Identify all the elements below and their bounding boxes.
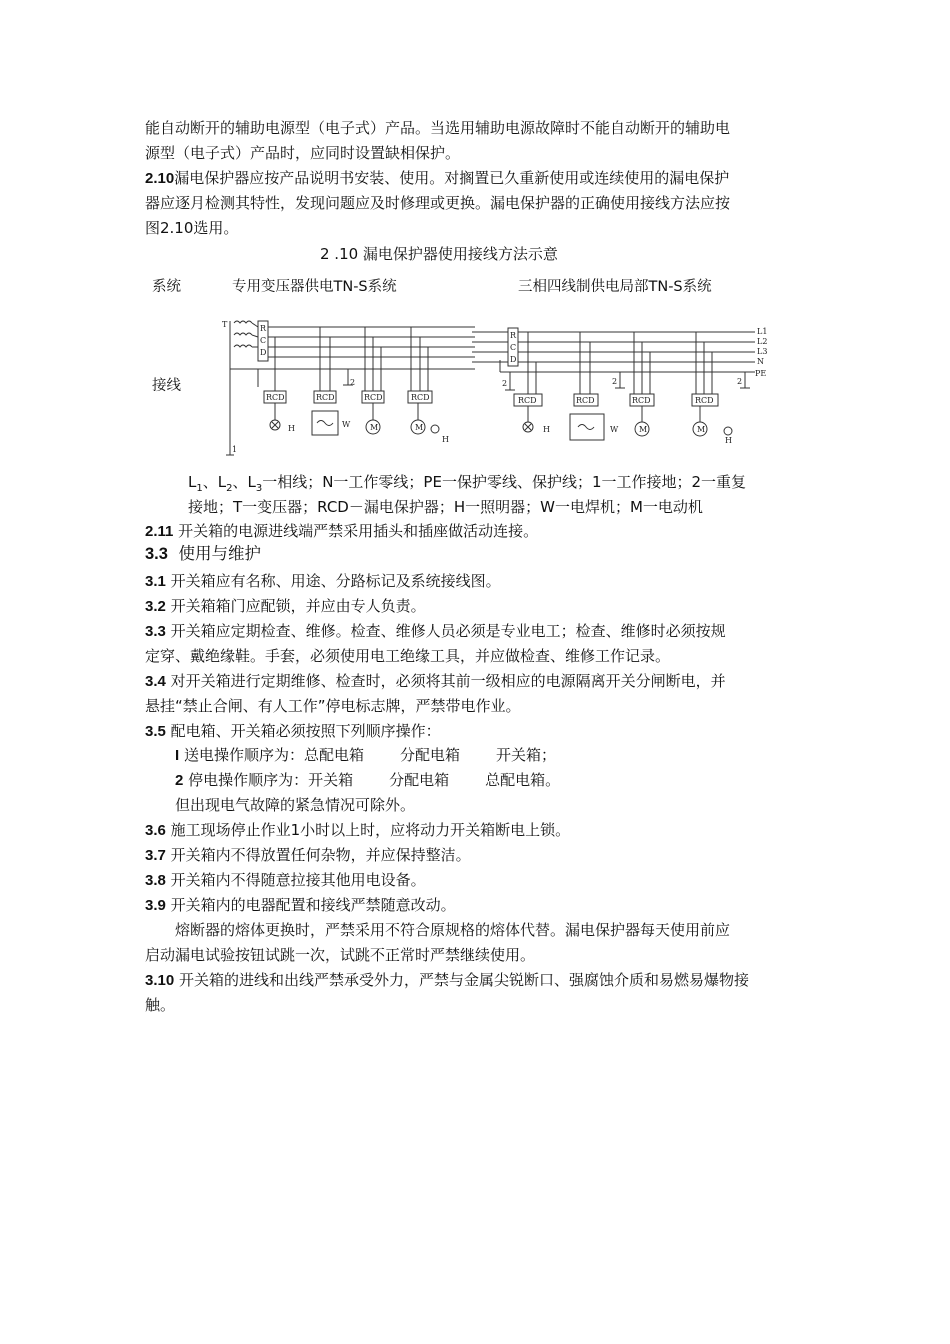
item-3-8: 3.8 开关箱内不得随意拉接其他用电设备。 — [145, 871, 426, 889]
item-2-10-line3: 图2.10选用。 — [145, 219, 239, 237]
phase-label: L2 — [757, 337, 768, 346]
section-heading: 3.3 使用与维护 — [145, 544, 261, 563]
figure-legend-line2: 接地；T一变压器；RCD－漏电保护器；H一照明器；W一电焊机；M一电动机 — [188, 498, 703, 516]
phase-label: L1 — [757, 327, 768, 336]
rcd-box-label: RCD — [518, 396, 537, 405]
motor-label: M — [370, 423, 379, 432]
rcd-box-label: RCD — [364, 393, 383, 402]
column-label-three-phase: 三相四线制供电局部TN-S系统 — [518, 279, 712, 295]
item-3-3-cont: 定穿、戴绝缘鞋。手套，必须使用电工绝缘工具，并应做检查、维修工作记录。 — [145, 647, 671, 665]
item-2-10-line1 — [145, 168, 729, 189]
wiring-diagram-right — [470, 320, 775, 460]
item-2-11: 2.11 开关箱的电源进线端严禁采用插头和插座做活动连接。 — [145, 522, 539, 540]
neutral-label: N — [757, 357, 764, 366]
item-3-1: 3.1 开关箱应有名称、用途、分路标记及系统接线图。 — [145, 572, 501, 590]
ground-label: 2 — [737, 377, 743, 386]
rcd-box-label: RCD — [576, 396, 595, 405]
welder-label: W — [610, 425, 619, 434]
rcd-letter: D — [260, 348, 267, 357]
lamp-label: H — [288, 424, 295, 433]
item-3-5-step2: 2 停电操作顺序为：开关箱 分配电箱 总配电箱。 — [175, 771, 561, 789]
ground-label: 2 — [502, 379, 508, 388]
rcd-letter: C — [510, 343, 517, 352]
rcd-letter: C — [260, 336, 267, 345]
rcd-box-label: RCD — [316, 393, 335, 402]
pe-label: PE — [755, 369, 767, 378]
phase-label: L3 — [757, 347, 768, 356]
item-text: 漏电保护器应按产品说明书安装、使用。对搁置已久重新使用或连续使用的漏电保护 — [174, 169, 730, 187]
row-label-system: 系统 — [152, 279, 181, 295]
item-3-2: 3.2 开关箱箱门应配锁，并应由专人负责。 — [145, 597, 426, 615]
item-3-5-step1: I 送电操作顺序为：总配电箱 分配电箱 开关箱； — [175, 746, 556, 764]
rcd-box-label: RCD — [411, 393, 430, 402]
lamp-label: H — [725, 436, 732, 445]
item-3-10: 3.10 开关箱的进线和出线严禁承受外力，严禁与金属尖锐断口、强腐蚀介质和易燃易爆物接 — [145, 971, 749, 989]
motor-label: M — [415, 423, 424, 432]
item-3-9: 3.9 开关箱内的电器配置和接线严禁随意改动。 — [145, 896, 456, 914]
item-2-10-line2: 器应逐月检测其特性，发现问题应及时修理或更换。漏电保护器的正确使用接线方法应按 — [145, 194, 731, 212]
transformer-label: T — [222, 320, 228, 329]
ground-label: 2 — [350, 378, 356, 387]
item-3-5: 3.5 配电箱、开关箱必须按照下列顺序操作： — [145, 722, 441, 740]
column-label-tns: 专用变压器供电TN-S系统 — [232, 279, 397, 295]
motor-label: M — [639, 425, 648, 434]
item-3-6: 3.6 施工现场停止作业1小时以上时，应将动力开关箱断电上锁。 — [145, 821, 571, 839]
paragraph-line: 能自动断开的辅助电源型（电子式）产品。当选用辅助电源故障时不能自动断开的辅助电 — [145, 119, 731, 137]
rcd-letter: R — [510, 331, 517, 340]
paragraph-line: 源型（电子式）产品时，应同时设置缺相保护。 — [145, 144, 461, 162]
item-3-4-cont: 悬挂“禁止合闸、有人工作”停电标志牌，严禁带电作业。 — [145, 697, 521, 715]
item-3-9-para2: 启动漏电试验按钮试跳一次，试跳不正常时严禁继续使用。 — [145, 946, 536, 964]
lamp-label: H — [442, 435, 449, 444]
row-label-wiring: 接线 — [152, 378, 181, 394]
rcd-box-label: RCD — [695, 396, 714, 405]
ground-label: 2 — [612, 377, 618, 386]
welder-label: W — [342, 420, 351, 429]
lamp-label: H — [543, 425, 550, 434]
item-3-4: 3.4 对开关箱进行定期维修、检查时，必须将其前一级相应的电源隔离开关分闸断电，并 — [145, 672, 726, 690]
rcd-letter: R — [260, 324, 267, 333]
item-3-7: 3.7 开关箱内不得放置任何杂物，并应保持整洁。 — [145, 846, 471, 864]
item-number: 2.10 — [145, 170, 175, 187]
item-3-3: 3.3 开关箱应定期检查、维修。检查、维修人员必须是专业电工；检查、维修时必须按规 — [145, 622, 726, 640]
item-3-10-cont: 触。 — [145, 996, 176, 1014]
rcd-box-label: RCD — [266, 393, 285, 402]
motor-label: M — [697, 425, 706, 434]
figure-caption: 2 .10 漏电保护器使用接线方法示意 — [320, 245, 558, 263]
rcd-letter: D — [510, 355, 517, 364]
item-3-9-para1: 熔断器的熔体更换时，严禁采用不符合原规格的熔体代替。漏电保护器每天使用前应 — [175, 921, 731, 939]
rcd-box-label: RCD — [632, 396, 651, 405]
item-3-5-note: 但出现电气故障的紧急情况可除外。 — [175, 796, 416, 814]
ground-label: 1 — [232, 445, 238, 454]
figure-legend-line1: $L_1$、$L_2$、$L_3$一相线；N一工作零线；PE一保护零线、保护线；1一工作接地；2一重复 — [188, 473, 747, 494]
wiring-diagram-left — [220, 315, 488, 460]
